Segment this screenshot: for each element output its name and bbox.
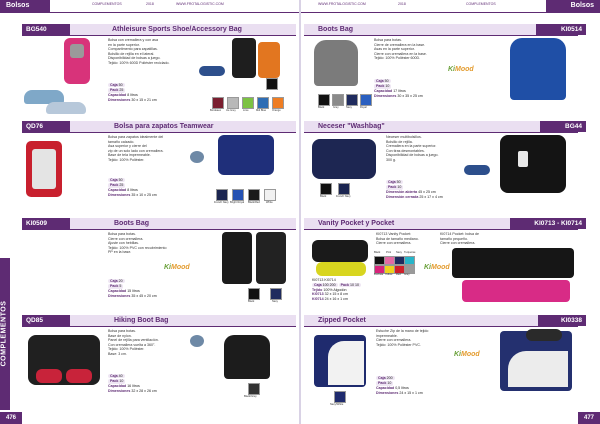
product-description: Bolsa para botas. Cierre con cremallera. Ajuste con hebillas. Tejido: 100% PVC con recubrimiento PP en la base.	[108, 232, 167, 255]
header-meta-left-2: 2018	[146, 2, 154, 6]
product-specs: Caja 20 Pack 5 Capacidad 15 litros Dimensiones 35 x 45 x 20 cm	[108, 278, 157, 298]
product-specs: Caja 50 Pack 25 Capacidad 8 litros Dimensiones 35 x 10 x 25 cm	[108, 177, 157, 197]
product-description: Bolsa con cremallera y con asa en la parte superior. Compartimento para zapatillas. Bolsillo de rejilla en el lateral. Disponibilidad de bolsas a juego. Tejido: 100% 600D Poliéster reciclado.	[108, 38, 170, 65]
product-specs: Caja 50 Pack 25 Capacidad 8 litros Dimensiones 30 x 15 x 21 cm	[108, 82, 157, 102]
swatch-label: Black/Red	[248, 201, 260, 204]
page-number-right: 477	[578, 412, 600, 424]
header-line-left	[0, 12, 299, 13]
product-section	[304, 315, 582, 411]
brand-logo: KiMood	[164, 264, 190, 271]
color-swatch	[232, 189, 244, 201]
header-meta-left-3: WWW.FROTALOGISTIC.COM	[176, 2, 224, 6]
swatch-label: Mid Blue	[256, 109, 267, 112]
product-title: Zipped Pocket	[318, 317, 366, 324]
swatch-label: Lime	[243, 109, 249, 112]
product-photo-alt	[510, 38, 566, 100]
color-swatch	[264, 189, 276, 201]
product-photo-alt	[500, 135, 566, 193]
swatch-label: Black	[320, 195, 327, 198]
swatch-label: French Navy	[336, 195, 351, 198]
swatch-label: Navy	[396, 251, 402, 254]
product-description: KI0713 Vanity Pocket: Bolsa de tamaño mediano. Cierre con cremallera.	[376, 232, 419, 246]
product-specs: KI0713 KI0714 Caja 100 200 Pack 10 10 Tejido 100% Algodón KI0713 32 x 15 x 8 cm KI0714 24 x 16 x 1 cm	[312, 278, 359, 301]
color-swatch	[404, 256, 415, 265]
brand-logo	[190, 335, 204, 347]
swatch-label: Bordeaux	[210, 109, 222, 112]
header-tab-right: Bolsos	[546, 0, 600, 12]
product-code: KI0338	[538, 315, 586, 326]
swatch-label: Black	[248, 300, 255, 303]
header-meta-right-3: COMPLEMENTOS	[466, 2, 496, 6]
product-code: KI0713 - KI0714	[510, 218, 586, 229]
brand-logo	[464, 165, 490, 175]
product-photo	[314, 40, 358, 86]
swatch-label: Black	[374, 251, 381, 254]
product-specs: Caja 40 Pack 10 Capacidad 16 litros Dimensiones 32 x 28 x 26 cm	[108, 373, 157, 393]
color-swatch	[338, 183, 350, 195]
swatch-label: Navy	[272, 300, 278, 303]
swatch-label: Bright Royal	[230, 201, 245, 204]
header-meta-right-2: 2018	[398, 2, 406, 6]
color-swatch	[257, 97, 269, 109]
brand-logo: KiMood	[424, 264, 450, 271]
color-swatch	[334, 391, 346, 403]
product-description: Bolsa para botas. Base de nylon. Panel de rejilla para ventilación. Con cremallera vuelta a 360°. Tejido: 100% Poliéster. Base: 3 cm.	[108, 329, 159, 356]
product-section	[304, 218, 582, 310]
color-swatch	[248, 189, 260, 201]
product-title: Boots Bag	[318, 26, 353, 33]
product-title: Vanity Pocket y Pocket	[318, 220, 395, 227]
product-code: KI0509	[22, 218, 70, 229]
product-photo	[222, 232, 252, 284]
product-section	[22, 218, 296, 310]
color-swatch	[266, 78, 278, 90]
product-photo	[312, 139, 376, 179]
brand-logo	[190, 151, 204, 163]
product-photo-alt	[218, 135, 274, 175]
product-title: Athleisure Sports Shoe/Accessory Bag	[112, 26, 242, 33]
page-divider	[299, 0, 301, 424]
product-code: QD85	[22, 315, 70, 326]
product-code: QD76	[22, 121, 70, 132]
product-specs: Caja 50 Pack 10 Capacidad 17 litros Dimensiones 30 x 35 x 25 cm	[374, 78, 423, 98]
product-description: Neceser multibolsillos. Bolsillo de rejilla. Cremallera en la parte superior. Con tiras desmontables. Disponibilidad de bolsas a juego. 300 g.	[386, 135, 439, 162]
product-code: BG44	[540, 121, 586, 132]
swatch-label: Turquoise	[404, 251, 416, 254]
side-label: COMPLEMENTOS	[0, 300, 8, 367]
product-section	[22, 315, 296, 411]
swatch-label: Navy/White	[330, 403, 344, 406]
product-specs: Caja 50 Pack 10 Dimensión abierta 45 x 25 cm Dimensión cerrada 25 x 17 x 4 cm	[386, 179, 443, 199]
header-meta-right-1: WWW.FROTALOGISTIC.COM	[318, 2, 366, 6]
color-swatch	[332, 94, 344, 106]
product-photo	[312, 240, 368, 262]
product-section	[304, 24, 582, 116]
swatch-label: Yellow	[385, 273, 393, 276]
header-tab-left: Bolsos	[0, 0, 50, 12]
color-swatch	[320, 183, 332, 195]
swatch-label: Ice Grey	[226, 109, 236, 112]
product-title: Bolsa para zapatos Teamwear	[114, 123, 214, 130]
swatch-label: Pink	[386, 251, 392, 254]
brand-logo	[199, 66, 225, 76]
product-photo-alt	[232, 38, 256, 78]
swatch-label: Orange	[272, 109, 281, 112]
product-section	[22, 24, 296, 116]
swatch-label: Black	[318, 106, 325, 109]
product-title: Hiking Boot Bag	[114, 317, 169, 324]
color-swatch	[248, 383, 260, 395]
swatch-label: Black/Grey	[244, 395, 257, 398]
color-swatch	[270, 288, 282, 300]
product-section	[22, 121, 296, 213]
page-number-left: 476	[0, 412, 22, 424]
product-code: KI0514	[536, 24, 586, 35]
color-swatch	[248, 288, 260, 300]
swatch-label: White	[266, 201, 273, 204]
product-description: Bolsa para zapatos idealmente del tamaño calzado. Asa superior y cierre del zip de un solo lado con cremallera. Base de tela impermeable. Tejido: 100% Poliéster.	[108, 135, 164, 162]
color-swatch	[360, 94, 372, 106]
color-swatch	[216, 189, 228, 201]
brand-logo: KiMood	[448, 66, 474, 73]
product-description: Bolsa para botas. Cierre de cremallera en la base. Asas en la parte superior. Cierre con cremallera en la base. Tejido: 100% Poliéster 600D.	[374, 38, 427, 61]
product-title: Boots Bag	[114, 220, 149, 227]
color-swatch	[242, 97, 254, 109]
product-photo-alt	[452, 248, 574, 278]
color-swatch	[272, 97, 284, 109]
swatch-label: Fuchsia	[374, 273, 384, 276]
swatch-label: Navy	[346, 106, 352, 109]
header-meta-left-1: COMPLEMENTOS	[92, 2, 122, 6]
swatch-label: Royal	[360, 106, 367, 109]
swatch-label: Grey	[404, 273, 410, 276]
swatch-label: Red	[396, 273, 401, 276]
product-code: BG540	[22, 24, 70, 35]
color-swatch	[212, 97, 224, 109]
product-title: Neceser "Washbag"	[318, 123, 385, 130]
swatch-label: Grey	[333, 106, 339, 109]
product-description: Estuche Zip de la mano de tejido impermeable. Cierre con cremallera. Tejido: 100% Poliéster PVC.	[376, 329, 429, 347]
color-swatch	[318, 94, 330, 106]
color-swatch	[346, 94, 358, 106]
product-description-2: KI0714 Pocket: bolsa de tamaño pequeño. Cierre con cremallera.	[440, 232, 479, 246]
header-line-right	[301, 12, 600, 13]
product-section	[304, 121, 582, 213]
swatch-label: French Navy	[214, 201, 229, 204]
product-specs: Caja 200 Pack 10 Capacidad 0,5 litros Dimensiones 24 x 15 x 1 cm	[376, 375, 423, 395]
product-photo-alt	[224, 335, 270, 379]
brand-logo: KiMood	[454, 351, 480, 358]
color-swatch	[227, 97, 239, 109]
